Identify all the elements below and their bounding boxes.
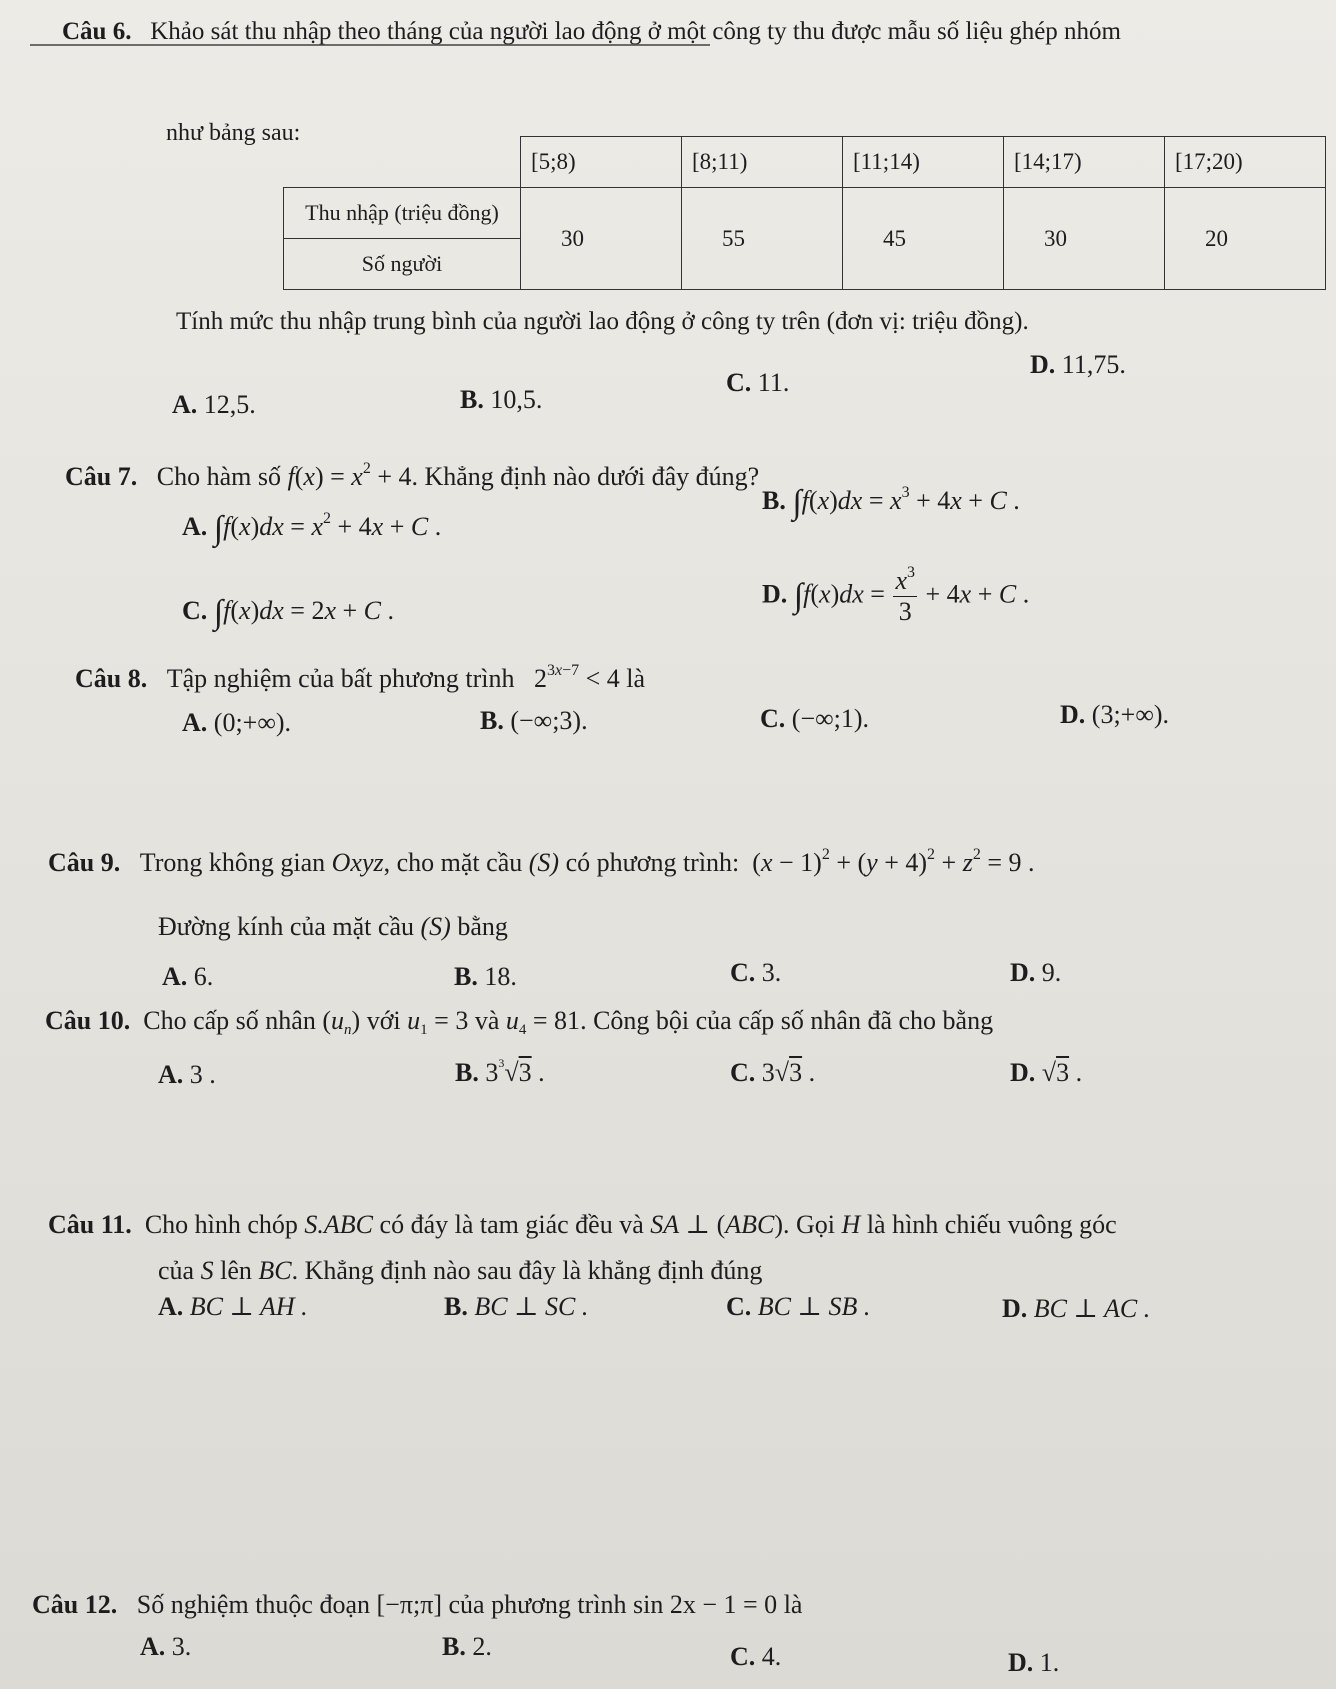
q10-option-b: B. $3^3√3$ . — [455, 1056, 545, 1087]
q7-function: $f(x) = x^2 + 4$ — [287, 460, 412, 491]
q11-text-post2: là hình chiếu vuông góc — [866, 1210, 1117, 1239]
q9-option-c: C. 3. — [730, 958, 782, 987]
interval-cell: [11;14) — [843, 137, 1004, 188]
interval-cell: [17;20) — [1165, 137, 1326, 188]
q11-edge-bc: BC — [258, 1256, 292, 1285]
q7-text-post: . Khẳng định nào dưới đây đúng? — [411, 462, 760, 491]
q8-option-d: D. (3;+∞). — [1060, 700, 1170, 729]
q12-line — [32, 1590, 802, 1620]
interval-cell: [8;11) — [682, 137, 843, 188]
count-cell: 20 — [1165, 188, 1326, 290]
q11-line2-mid: lên — [220, 1256, 252, 1285]
q7-option-b: B. $\int f(x)dx = x^3 + 4x + C$ . — [762, 484, 1020, 521]
q6-option-b: B. 10,5. — [460, 385, 543, 414]
q10-text-and: và — [474, 1006, 500, 1035]
q9-line2-pre: Đường kính của mặt cầu — [158, 912, 414, 941]
q7-option-a: A. $\int f(x)dx = x^2 + 4x + C$ . — [182, 510, 442, 547]
q7-option-d: D. ∫f(x)dx = $\frac{x^3}{3}$ + 4x + C . — [762, 564, 1030, 626]
q9-option-d: D. 9. — [1010, 958, 1062, 987]
q6-text-1: Khảo sát thu nhập theo tháng của người lao động ở một công ty thu được mẫu số liệu ghép nhóm — [150, 18, 1121, 45]
q8-text-pre: Tập nghiệm của bất phương trình — [166, 664, 515, 693]
q8-option-c: C. (−∞;1). — [760, 704, 870, 733]
q11-text-pre: Cho hình chóp — [144, 1210, 298, 1239]
q9-text-post: có phương trình: — [565, 848, 740, 877]
q9-number: Câu 9. — [48, 848, 121, 877]
q10-text-pre: Cho cấp số nhân — [143, 1006, 316, 1035]
q6-line1 — [62, 18, 1121, 46]
q9-line2-post: bằng — [457, 912, 508, 941]
q11-line2-post: . Khẳng định nào sau đây là khẳng định đúng — [291, 1256, 763, 1285]
q7-option-c: C. ∫f(x)dx = 2x + C . — [182, 594, 395, 631]
q9-sphere-ref: (S) — [420, 912, 451, 941]
q11-option-d: D. BC ⊥ AC . — [1002, 1294, 1151, 1323]
q12-option-c: C. 4. — [730, 1642, 782, 1671]
q12-interval: [−π;π] — [376, 1590, 442, 1619]
q10-option-d: D. √3 . — [1010, 1058, 1083, 1087]
q10-text-with: với — [366, 1006, 401, 1035]
q8-option-a: A. (0;+∞). — [182, 708, 292, 737]
q12-text-post: là — [783, 1590, 803, 1619]
q12-text-mid: của phương trình — [448, 1590, 627, 1619]
q7-line — [65, 462, 759, 492]
count-cell: 45 — [843, 188, 1004, 290]
q7-number: Câu 7. — [65, 462, 138, 491]
q9-space: Oxyz — [331, 848, 384, 877]
q12-option-b: B. 2. — [442, 1632, 492, 1661]
q12-text-pre: Số nghiệm thuộc đoạn — [136, 1590, 371, 1619]
count-cell: 30 — [1004, 188, 1165, 290]
row-label-people: Số người — [284, 239, 521, 290]
q9-option-b: B. 18. — [454, 962, 517, 991]
row-label-income: Thu nhập (triệu đồng) — [284, 188, 521, 239]
q9-text-mid: , cho mặt cầu — [383, 848, 523, 877]
q8-text-post: là — [626, 664, 646, 693]
q11-line2-pre: của — [158, 1256, 195, 1285]
q11-line1 — [48, 1210, 1117, 1240]
q11-text-post1: . Gọi — [783, 1210, 836, 1239]
income-table — [283, 136, 1326, 290]
q9-sphere: (S) — [528, 848, 560, 877]
q9-text-pre: Trong không gian — [139, 848, 326, 877]
q12-number: Câu 12. — [32, 1590, 118, 1619]
q11-option-b: B. BC ⊥ SC . — [444, 1292, 589, 1321]
q10-number: Câu 10. — [45, 1006, 131, 1035]
q12-option-d: D. 1. — [1008, 1648, 1060, 1677]
q10-option-c: C. 3√3 . — [730, 1058, 816, 1087]
q8-line — [75, 664, 645, 694]
q6-number: Câu 6. — [62, 18, 132, 45]
count-cell: 55 — [682, 188, 843, 290]
table-corner — [284, 137, 521, 188]
interval-cell: [5;8) — [521, 137, 682, 188]
q6-option-c: C. 11. — [726, 368, 790, 397]
table-row — [284, 137, 1326, 188]
q8-inequality: $2^{3x-7} < 4$ — [533, 662, 620, 693]
q6-option-a: A. 12,5. — [172, 390, 256, 419]
q11-line2 — [158, 1256, 762, 1286]
q11-condition: SA ⊥ (ABC) — [650, 1210, 784, 1239]
q9-equation: $(x - 1)^2 + (y + 4)^2 + z^2 = 9$ . — [752, 846, 1035, 877]
q8-option-b: B. (−∞;3). — [480, 706, 588, 735]
q12-equation: sin 2x − 1 = 0 — [633, 1590, 778, 1619]
q9-line2 — [158, 912, 508, 942]
q7-text-pre: Cho hàm số — [156, 462, 281, 491]
count-cell: 30 — [521, 188, 682, 290]
q6-line2: như bảng sau: — [166, 120, 301, 146]
q11-text-mid: có đáy là tam giác đều và — [379, 1210, 644, 1239]
q10-option-a: A. 3 . — [158, 1060, 216, 1089]
table-row — [284, 188, 1326, 239]
q11-point-h: H — [841, 1210, 861, 1239]
q9-option-a: A. 6. — [162, 962, 214, 991]
q11-option-a: A. BC ⊥ AH . — [158, 1292, 308, 1321]
q10-text-post: . Công bội của cấp số nhân đã cho bằng — [580, 1006, 994, 1035]
q9-line1 — [48, 848, 1035, 878]
q8-number: Câu 8. — [75, 664, 148, 693]
q11-point-s: S — [200, 1256, 214, 1285]
q6-option-d: D. 11,75. — [1030, 350, 1126, 379]
interval-cell: [14;17) — [1004, 137, 1165, 188]
q11-option-c: C. BC ⊥ SB . — [726, 1292, 871, 1321]
q10-line: Câu 10. Cho cấp số nhân $(u_n)$ với $u_1 = 3$ và $u_4 = 81$. Công bội của cấp số nhân đã cho bằng — [45, 1006, 994, 1038]
q11-pyramid: S.ABC — [304, 1210, 374, 1239]
q11-number: Câu 11. — [48, 1210, 132, 1239]
q6-question: Tính mức thu nhập trung bình của người lao động ở công ty trên (đơn vị: triệu đồng). — [176, 308, 1029, 335]
q12-option-a: A. 3. — [140, 1632, 192, 1661]
